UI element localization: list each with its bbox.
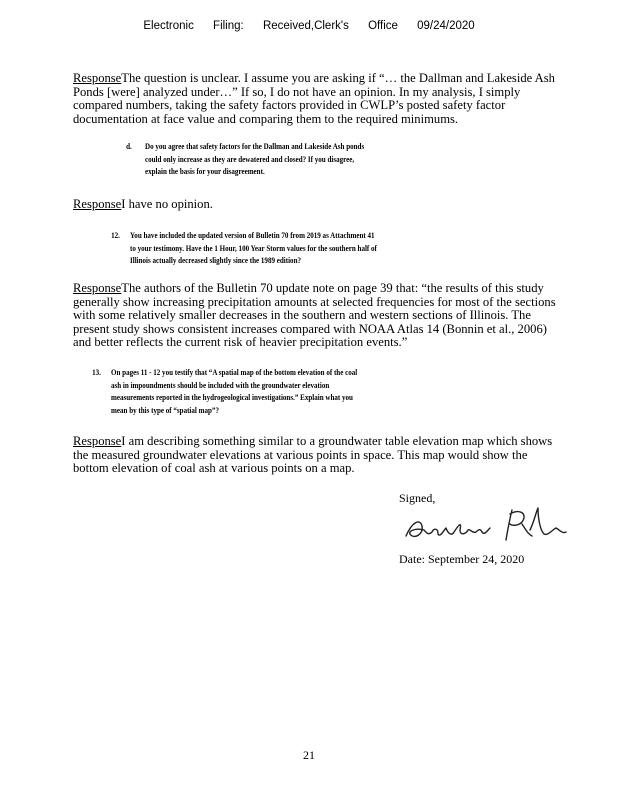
response-line: I am describing something similar to a groundwater table elevation map which shows	[121, 434, 553, 448]
signature-date: Date: September 24, 2020	[399, 552, 525, 566]
question-13	[92, 367, 358, 417]
header-filing: Filing:	[213, 20, 244, 32]
question-line: explain the basis for your disagreement.	[145, 167, 265, 176]
response-1	[73, 72, 593, 126]
header-electronic: Electronic	[143, 20, 194, 32]
header-received: Received,Clerk's	[262, 20, 349, 32]
signature	[398, 500, 573, 550]
question-line: ash in impoundments should be included with the groundwater elevation	[111, 380, 330, 390]
response-line: present study shows consistent increases compared with NOAA Atlas 14 (Bonnin et al., 2006)	[73, 321, 547, 336]
response-line: compared numbers, taking the safety factors provided in CWLP’s posted safety factor	[73, 98, 506, 112]
question-line: could only increase as they are dewatered and closed? If you disagree,	[145, 154, 355, 164]
response-line: The authors of the Bulletin 70 update note on page 39 that: “the results of this study	[121, 281, 544, 295]
response-line: the measured groundwater elevations at various points in space. This map would show the	[73, 447, 528, 462]
page-number: 21	[303, 748, 315, 762]
signed-label: Signed,	[399, 491, 436, 505]
question-line: Illinois actually decreased slightly since the 1989 edition?	[130, 256, 302, 265]
question-12	[111, 230, 377, 268]
response-label: Response	[73, 197, 122, 211]
response-line: Ponds [were] analyzed under…” If so, I do not have an opinion. In my analysis, I simply	[73, 84, 521, 99]
response-line: bottom elevation of coal ash at various points on a map.	[73, 461, 355, 475]
question-line: mean by this type of “spatial map”?	[111, 405, 219, 415]
response-line: The question is unclear. I assume you are asking if “… the Dallman and Lakeside Ash	[121, 71, 555, 85]
response-line: generally show increasing precipitation amounts at selected frequencies for most of the sections	[73, 294, 556, 309]
question-number: 13.	[92, 368, 101, 377]
question-line: to your testimony. Have the 1 Hour, 100 Year Storm values for the southern half of	[130, 243, 377, 253]
question-number: d.	[126, 142, 132, 151]
question-line: measurements reported in the hydrogeological investigations.” Explain what you	[111, 393, 353, 402]
response-label: Response	[73, 434, 122, 448]
header-office: Office	[368, 20, 398, 32]
filing-header	[0, 20, 618, 32]
response-3	[73, 282, 593, 350]
question-line: On pages 11 - 12 you testify that “A spatial map of the bottom elevation of the coal	[111, 368, 358, 377]
question-d	[126, 141, 365, 179]
response-label: Response	[73, 281, 122, 295]
header-date: 09/24/2020	[417, 20, 475, 32]
question-number: 12.	[111, 231, 120, 240]
response-line: with some relatively smaller decreases in the southern and western sections of Illinois. The	[73, 308, 531, 322]
response-4	[73, 435, 593, 476]
question-line: Do you agree that safety factors for the Dallman and Lakeside Ash ponds	[145, 142, 365, 151]
response-line: and better reflects the current risk of heavier precipitation events.”	[73, 335, 408, 349]
response-2	[73, 198, 593, 212]
response-label: Response	[73, 71, 122, 85]
question-line: You have included the updated version of Bulletin 70 from 2019 as Attachment 41	[130, 231, 375, 240]
response-line: I have no opinion.	[121, 197, 213, 211]
response-line: documentation at face value and comparing them to the required minimums.	[73, 111, 459, 126]
